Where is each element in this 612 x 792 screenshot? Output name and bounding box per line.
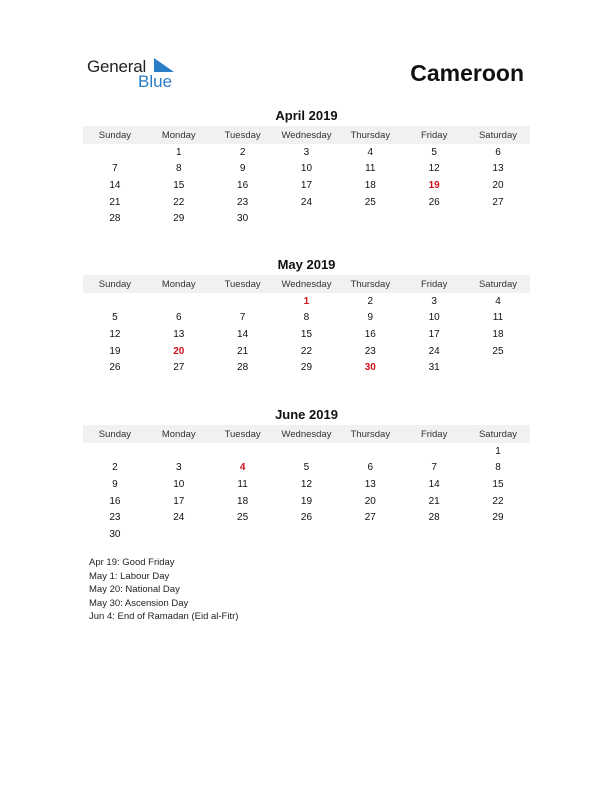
day-cell: 18	[237, 495, 249, 507]
day-cell: 21	[237, 345, 249, 357]
day-cell: 20	[364, 495, 376, 507]
week-row	[83, 509, 530, 526]
logo-triangle-icon	[154, 58, 174, 72]
day-cell: 27	[173, 362, 185, 374]
day-cell: 28	[428, 512, 440, 524]
day-cell: 27	[492, 196, 504, 208]
day-cell: 7	[112, 163, 118, 175]
day-cell: 23	[364, 345, 376, 357]
day-cell: 21	[109, 196, 121, 208]
weekday-label: Wednesday	[281, 428, 332, 440]
day-cell: 12	[300, 478, 313, 490]
day-cell: 24	[173, 512, 185, 524]
weekday-label: Monday	[161, 428, 196, 440]
week-row	[83, 177, 530, 194]
weekday-label: Friday	[420, 278, 448, 290]
holiday-day-cell: 19	[428, 179, 440, 191]
day-cell: 5	[303, 462, 310, 474]
logo-word-blue: Blue	[138, 72, 173, 91]
holiday-list	[89, 556, 238, 624]
day-cell: 22	[492, 495, 504, 507]
holiday-entry: May 30: Ascension Day	[89, 597, 189, 609]
day-cell: 6	[367, 462, 374, 474]
weekday-label: Friday	[420, 129, 448, 141]
day-cell: 25	[492, 345, 504, 357]
day-cell: 15	[173, 179, 185, 191]
day-cell: 14	[237, 328, 249, 340]
day-cell: 20	[492, 179, 504, 191]
day-cell: 13	[364, 478, 376, 490]
week-row	[83, 194, 530, 211]
weekday-label: Wednesday	[281, 278, 332, 290]
day-cell: 19	[300, 495, 313, 507]
day-cell: 15	[492, 478, 504, 490]
holiday-entry: Apr 19: Good Friday	[89, 557, 175, 568]
day-cell: 23	[109, 512, 121, 524]
weekday-label: Sunday	[98, 129, 132, 141]
weekday-label: Wednesday	[281, 129, 332, 141]
day-cell: 14	[109, 179, 121, 191]
day-cell: 5	[112, 312, 118, 324]
day-cell: 3	[303, 146, 310, 158]
day-cell: 17	[300, 179, 313, 191]
day-cell: 22	[300, 345, 313, 357]
day-cell: 4	[367, 146, 374, 158]
week-row	[83, 293, 530, 310]
week-row	[83, 526, 530, 543]
day-cell: 1	[175, 146, 182, 158]
day-cell: 14	[428, 478, 440, 490]
day-cell: 22	[173, 196, 185, 208]
day-cell: 6	[495, 146, 501, 158]
country-title: Cameroon	[410, 60, 524, 86]
day-cell: 2	[112, 462, 118, 474]
week-row	[83, 210, 530, 227]
day-cell: 29	[173, 213, 185, 225]
week-row	[83, 326, 530, 343]
day-cell: 31	[428, 362, 440, 374]
day-cell: 4	[495, 295, 501, 307]
day-cell: 9	[367, 312, 374, 324]
month-calendar	[83, 256, 530, 376]
day-cell: 6	[175, 312, 182, 324]
day-cell: 17	[173, 495, 185, 507]
holiday-day-cell: 20	[173, 345, 185, 357]
day-cell: 8	[175, 163, 182, 175]
holiday-entry: May 20: National Day	[89, 584, 180, 596]
day-cell: 28	[109, 213, 121, 225]
weekday-label: Monday	[161, 278, 196, 290]
weekday-label: Thursday	[350, 428, 391, 440]
day-cell: 11	[365, 163, 376, 175]
weekday-header	[83, 126, 530, 144]
week-row	[83, 144, 530, 161]
day-cell: 3	[175, 462, 182, 474]
week-row	[83, 359, 530, 376]
day-cell: 16	[237, 179, 249, 191]
week-row	[83, 460, 530, 477]
week-row	[83, 343, 530, 360]
week-row	[83, 476, 530, 493]
weekday-label: Tuesday	[224, 428, 261, 440]
weekday-label: Tuesday	[224, 278, 261, 290]
day-cell: 16	[109, 495, 121, 507]
day-cell: 10	[428, 312, 440, 324]
day-cell: 7	[431, 462, 437, 474]
day-cell: 18	[492, 328, 504, 340]
day-cell: 8	[303, 312, 310, 324]
day-cell: 24	[300, 196, 313, 208]
day-cell: 28	[237, 362, 249, 374]
holiday-day-cell: 4	[239, 462, 246, 474]
weekday-label: Thursday	[350, 129, 391, 141]
day-cell: 7	[239, 312, 246, 324]
week-row	[83, 443, 530, 460]
holiday-entry: Jun 4: End of Ramadan (Eid al-Fitr)	[89, 611, 239, 623]
week-row	[83, 310, 530, 327]
weekday-label: Saturday	[478, 428, 517, 440]
month-title: May 2019	[277, 257, 336, 272]
weekday-label: Saturday	[478, 278, 517, 290]
day-cell: 15	[300, 328, 313, 340]
weekday-label: Friday	[420, 428, 448, 440]
weekday-label: Saturday	[478, 129, 517, 141]
day-cell: 13	[492, 163, 504, 175]
weekday-header	[83, 425, 530, 443]
month-calendar	[83, 107, 530, 227]
weekday-label: Tuesday	[224, 129, 261, 141]
holiday-day-cell: 1	[303, 295, 310, 307]
day-cell: 29	[492, 512, 504, 524]
weekday-label: Monday	[161, 129, 196, 141]
day-cell: 2	[239, 146, 246, 158]
day-cell: 25	[364, 196, 376, 208]
day-cell: 9	[239, 163, 246, 175]
weekday-label: Sunday	[98, 278, 132, 290]
weekday-label: Sunday	[98, 428, 132, 440]
day-cell: 29	[300, 362, 313, 374]
week-row	[83, 493, 530, 510]
day-cell: 30	[237, 213, 249, 225]
day-cell: 30	[109, 528, 121, 540]
generalblue-logo	[87, 55, 187, 95]
month-title: April 2019	[275, 108, 338, 123]
day-cell: 17	[428, 328, 440, 340]
holiday-entry: May 1: Labour Day	[89, 570, 170, 582]
day-cell: 1	[495, 445, 501, 457]
day-cell: 10	[173, 478, 185, 490]
day-cell: 9	[112, 478, 118, 490]
day-cell: 21	[428, 495, 440, 507]
day-cell: 23	[237, 196, 249, 208]
day-cell: 5	[431, 146, 437, 158]
day-cell: 12	[109, 328, 121, 340]
day-cell: 18	[364, 179, 376, 191]
day-cell: 2	[367, 295, 374, 307]
week-row	[83, 161, 530, 178]
day-cell: 13	[173, 328, 185, 340]
month-calendar	[83, 406, 530, 543]
day-cell: 12	[428, 163, 440, 175]
day-cell: 11	[237, 478, 248, 490]
day-cell: 26	[300, 512, 313, 524]
day-cell: 10	[300, 163, 313, 175]
day-cell: 26	[109, 362, 121, 374]
logo-word-general: General	[87, 57, 147, 76]
holiday-day-cell: 30	[364, 362, 376, 374]
day-cell: 27	[364, 512, 376, 524]
day-cell: 11	[492, 312, 504, 324]
day-cell: 25	[237, 512, 249, 524]
day-cell: 19	[109, 345, 121, 357]
weekday-header	[83, 275, 530, 293]
day-cell: 8	[495, 462, 501, 474]
day-cell: 16	[364, 328, 376, 340]
day-cell: 26	[428, 196, 440, 208]
weekday-label: Thursday	[350, 278, 391, 290]
month-title: June 2019	[275, 407, 338, 422]
day-cell: 24	[428, 345, 440, 357]
day-cell: 3	[431, 295, 437, 307]
